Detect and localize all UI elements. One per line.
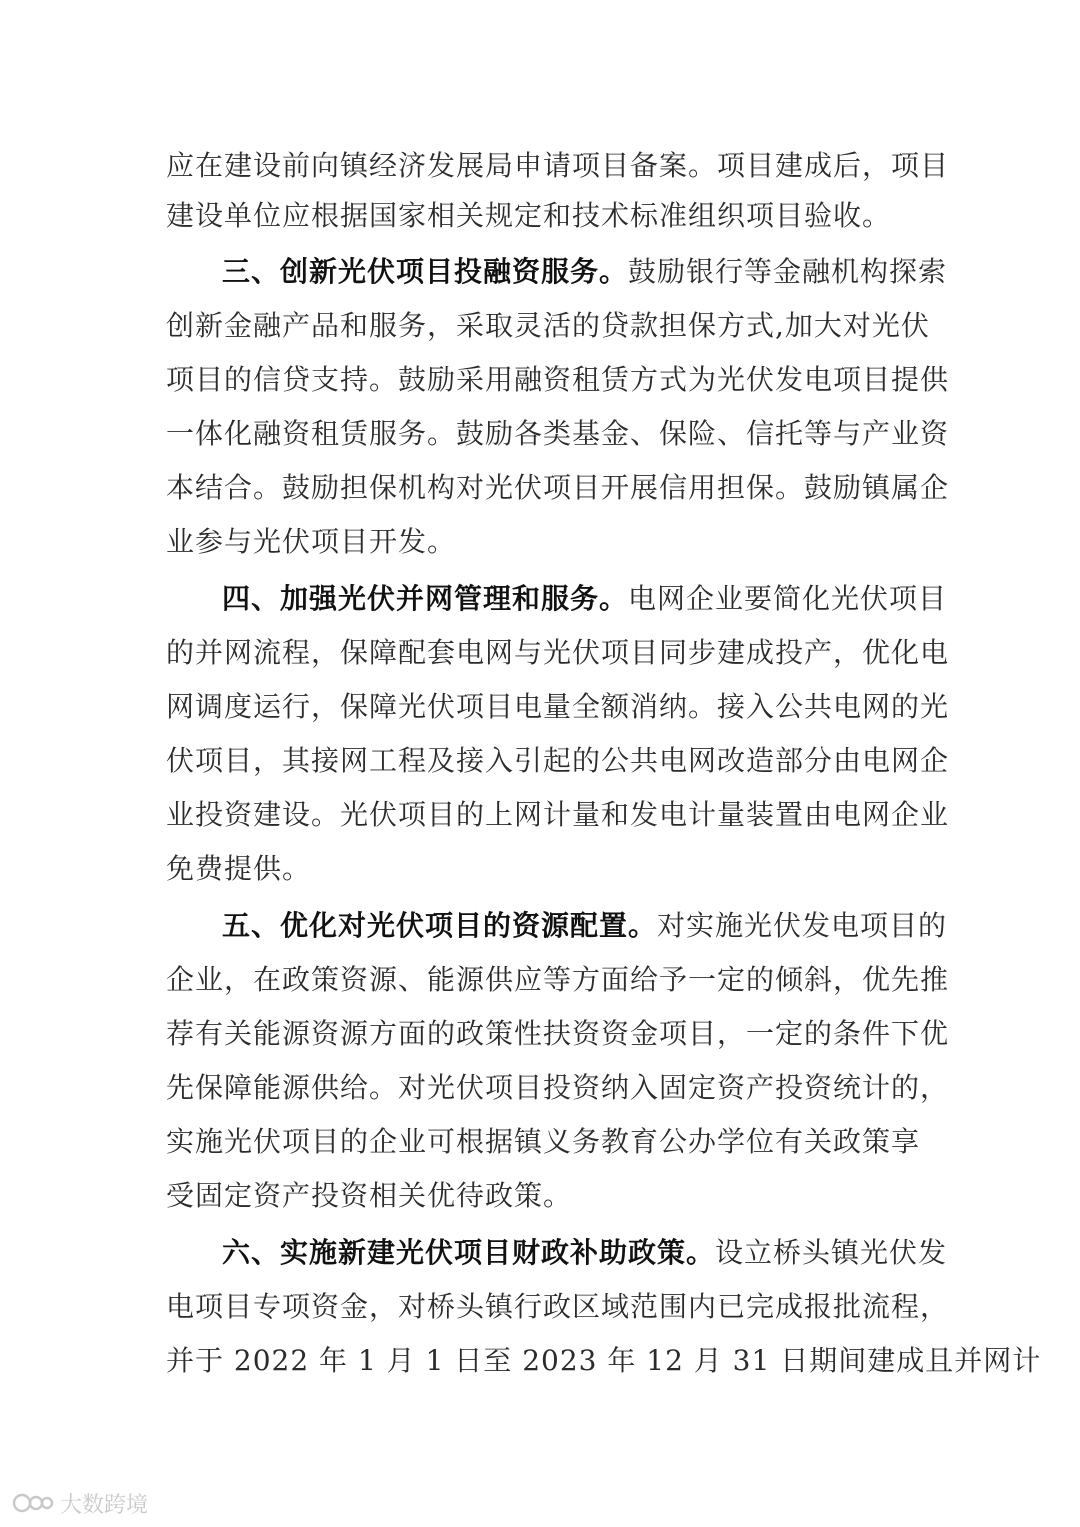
text-line bbox=[222, 906, 948, 946]
text-line: 并于 2022 年 1 月 1 日至 2023 年 12 月 31 日期间建成且并网计 bbox=[166, 1344, 1042, 1377]
text-line bbox=[222, 579, 948, 619]
text-line: 电项目专项资金，对桥头镇行政区域范围内已完成报批流程， bbox=[166, 1290, 950, 1323]
text-line: 一体化融资租赁服务。鼓励各类基金、保险、信托等与产业资 bbox=[166, 417, 950, 450]
text-line: 实施光伏项目的企业可根据镇义务教育公办学位有关政策享 bbox=[166, 1125, 921, 1158]
text-line: 建设单位应根据国家相关规定和技术标准组织项目验收。 bbox=[166, 199, 892, 232]
text-line: 网调度运行，保障光伏项目电量全额消纳。接入公共电网的光 bbox=[166, 690, 950, 723]
watermark bbox=[12, 1488, 148, 1518]
section-heading: 六、实施新建光伏项目财政补助政策。 bbox=[222, 1236, 716, 1269]
text-span: 设立桥头镇光伏发 bbox=[715, 1236, 948, 1269]
text-line: 企业，在政策资源、能源供应等方面给予一定的倾斜，优先推 bbox=[166, 963, 950, 996]
text-line: 免费提供。 bbox=[166, 852, 312, 885]
text-line bbox=[222, 1233, 948, 1273]
text-line: 先保障能源供给。对光伏项目投资纳入固定资产投资统计的， bbox=[166, 1071, 950, 1104]
text-line: 受固定资产投资相关优待政策。 bbox=[166, 1179, 573, 1212]
brand-logo-icon bbox=[12, 1491, 54, 1515]
text-line: 创新金融产品和服务，采取灵活的贷款担保方式,加大对光伏 bbox=[166, 309, 930, 342]
section-heading: 三、创新光伏项目投融资服务。 bbox=[222, 255, 629, 288]
watermark-text: 大数跨境 bbox=[60, 1492, 149, 1518]
text-line: 本结合。鼓励担保机构对光伏项目开展信用担保。鼓励镇属企 bbox=[166, 471, 950, 504]
text-line: 应在建设前向镇经济发展局申请项目备案。项目建成后，项目 bbox=[166, 149, 950, 182]
text-line: 项目的信贷支持。鼓励采用融资租赁方式为光伏发电项目提供 bbox=[166, 363, 950, 396]
text-line: 伏项目，其接网工程及接入引起的公共电网改造部分由电网企 bbox=[166, 744, 950, 777]
section-heading: 四、加强光伏并网管理和服务。 bbox=[222, 582, 629, 615]
text-line: 业投资建设。光伏项目的上网计量和发电计量装置由电网企业 bbox=[166, 798, 950, 831]
section-heading: 五、优化对光伏项目的资源配置。 bbox=[222, 909, 658, 942]
text-span: 鼓励银行等金融机构探索 bbox=[628, 255, 948, 288]
text-span: 对实施光伏发电项目的 bbox=[657, 909, 948, 942]
text-line: 荐有关能源资源方面的政策性扶资资金项目，一定的条件下优 bbox=[166, 1017, 950, 1050]
text-line: 的并网流程，保障配套电网与光伏项目同步建成投产，优化电 bbox=[166, 636, 950, 669]
text-span: 电网企业要简化光伏项目 bbox=[628, 582, 948, 615]
text-line: 业参与光伏项目开发。 bbox=[166, 525, 457, 558]
text-line bbox=[222, 252, 948, 292]
